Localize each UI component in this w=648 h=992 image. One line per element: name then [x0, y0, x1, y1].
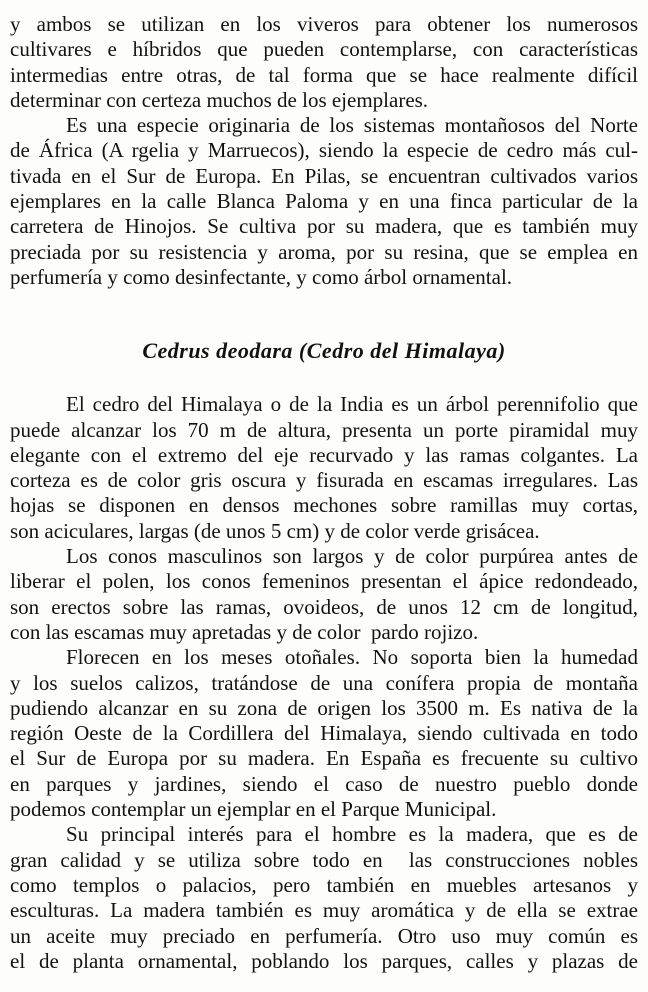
text-line: carretera de Hinojos. Se cultiva por su madera, que es también muy [10, 214, 638, 239]
paragraph-description [10, 392, 638, 544]
text-line: elegante con el extremo del eje recurvado y las ramas colgantes. La [10, 442, 638, 467]
text-line: hojas se disponen en densos mechones sobre ramillas muy cortas, [10, 493, 638, 518]
paragraph-uses [10, 822, 638, 974]
text-line: determinar con certeza muchos de los ejemplares. [10, 87, 429, 112]
text-line: tivada en el Sur de Europa. En Pilas, se encuentran cultivados varios [10, 163, 638, 188]
paragraph-cones [10, 544, 638, 645]
text-line: el de planta ornamental, poblando los parques, calles y plazas de [10, 948, 638, 973]
text-line: Florecen en los meses otoñales. No soporta bien la humedad [66, 645, 638, 670]
text-line: un aceite muy preciado en perfumería. Otro uso muy común es [10, 923, 638, 948]
text-line: gran calidad y se utiliza sobre todo en las construcciones nobles [10, 847, 638, 872]
paragraph-cultivars [10, 12, 638, 113]
text-line: el Sur de Europa por su madera. En España es frecuente su cultivo [10, 746, 638, 771]
text-line: de África (A rgelia y Marruecos), siendo la especie de cedro más cul- [10, 138, 638, 163]
section-heading: Cedrus deodara (Cedro del Himalaya) [142, 338, 506, 364]
text-line: perfumería y como desinfectante, y como árbol ornamental. [10, 264, 513, 289]
text-line: preciada por su resistencia y aroma, por su resina, que se emplea en [10, 239, 638, 264]
text-line: son aciculares, largas (de unos 5 cm) y de color verde grisácea. [10, 518, 540, 543]
text-line: puede alcanzar los 70 m de altura, presenta un porte piramidal muy [10, 417, 638, 442]
text-line: intermedias entre otras, de tal forma que se hace realmente difícil [10, 62, 638, 87]
text-line: pudiendo alcanzar en su zona de origen los 3500 m. Es nativa de la [10, 695, 638, 720]
text-line: en parques y jardines, siendo el caso de nuestro pueblo donde [10, 771, 638, 796]
text-line: y los suelos calizos, tratándose de una conífera propia de montaña [10, 670, 638, 695]
paragraph-origin-atlas [10, 113, 638, 290]
text-line: y ambos se utilizan en los viveros para obtener los numerosos [10, 12, 638, 36]
text-line: corteza es de color gris oscura y fisurada en escamas irregulares. Las [10, 468, 638, 493]
text-line: ejemplares en la calle Blanca Paloma y en una finca particular de la [10, 189, 638, 214]
text-line: cultivares e híbridos que pueden contemplarse, con características [10, 37, 638, 62]
text-line: podemos contemplar un ejemplar en el Parque Municipal. [10, 797, 497, 822]
text-line: Su principal interés para el hombre es la madera, que es de [66, 822, 638, 847]
text-line: Los conos masculinos son largos y de color purpúrea antes de [66, 544, 638, 569]
text-line: región Oeste de la Cordillera del Himalaya, siendo cultivada en todo [10, 721, 638, 746]
text-line: esculturas. La madera también es muy aromática y de ella se extrae [10, 898, 638, 923]
text-line: liberar el polen, los conos femeninos presentan el ápice redondeado, [10, 569, 638, 594]
text-line: con las escamas muy apretadas y de color pardo rojizo. [10, 619, 479, 644]
paragraph-habitat [10, 645, 638, 822]
text-line: son erectos sobre las ramas, ovoideos, de unos 12 cm de longitud, [10, 594, 638, 619]
text-line: El cedro del Himalaya o de la India es un árbol perennifolio que [66, 392, 638, 417]
text-line: Es una especie originaria de los sistemas montañosos del Norte [66, 113, 638, 138]
text-line: como templos o palacios, pero también en muebles artesanos y [10, 872, 638, 897]
